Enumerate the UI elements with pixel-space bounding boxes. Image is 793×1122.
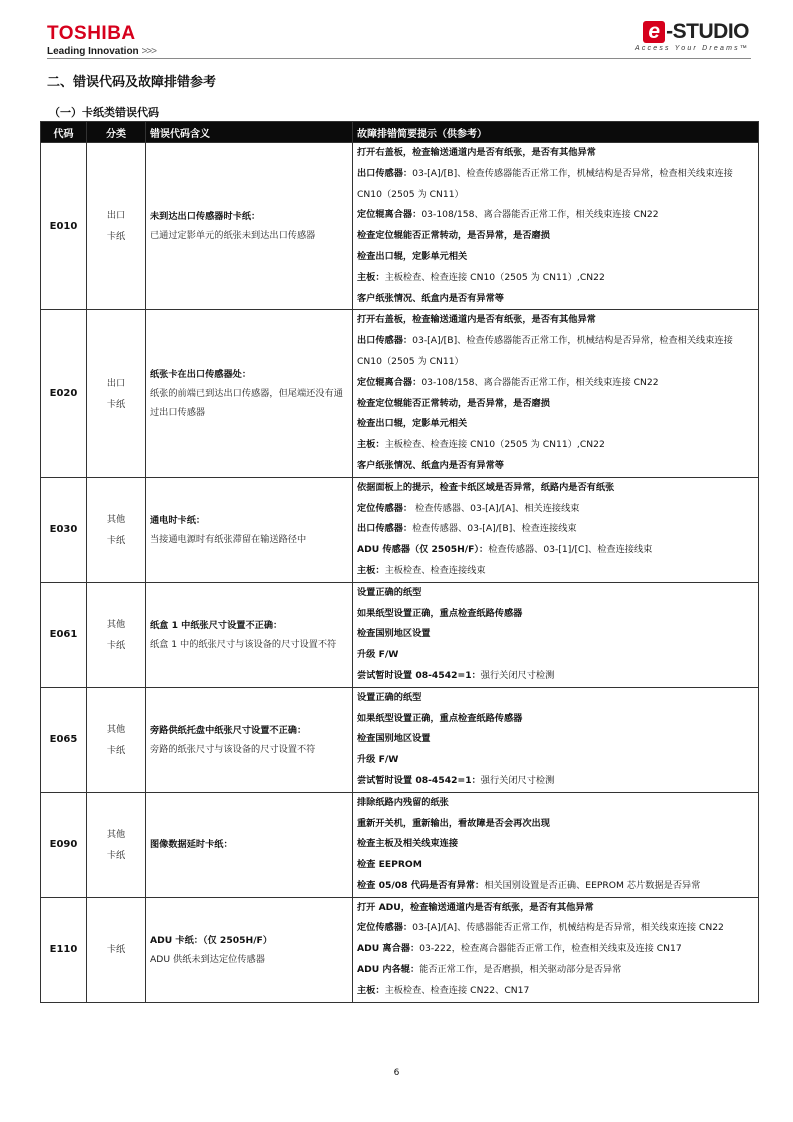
tip-detail: 相关国别设置是否正确、EEPROM 芯片数据是否异常 — [484, 879, 701, 891]
product-word: -STUDIO — [666, 20, 749, 43]
tip-heading: 依据面板上的提示，检查卡纸区域是否异常，纸路内是否有纸张 — [357, 481, 615, 493]
tip-heading: 检查国别地区设置 — [357, 628, 431, 640]
page-number: 6 — [393, 1068, 400, 1078]
tip-line — [357, 435, 754, 456]
error-code-table — [40, 121, 759, 1003]
tip-heading: 定位传感器： — [357, 502, 413, 514]
meaning-description: 已通过定影单元的纸张未到达出口传感器 — [150, 230, 316, 242]
tip-heading: 出口传感器： — [357, 335, 413, 347]
table-header-row — [41, 122, 759, 143]
table-row — [41, 310, 759, 477]
tip-heading: 客户纸张情况、纸盒内是否有异常等 — [357, 459, 504, 471]
tip-detail: 主板检查、检查连接 CN22、CN17 — [384, 984, 530, 996]
category-line: 卡纸 — [106, 534, 126, 546]
tip-line — [357, 143, 754, 164]
tip-heading: 检查定位辊能否正常转动，是否异常，是否磨损 — [357, 397, 550, 409]
tip-heading: 检查国别地区设置 — [357, 733, 431, 745]
tip-line — [357, 331, 754, 373]
troubleshooting-tips — [353, 143, 759, 310]
category-line: 其他 — [106, 513, 126, 525]
tip-heading: 检查主板及相关线束连接 — [357, 838, 459, 850]
error-meaning — [146, 477, 353, 582]
tip-line — [357, 981, 754, 1002]
troubleshooting-tips — [353, 477, 759, 582]
tip-heading: ADU 离合器： — [357, 943, 420, 955]
table-row — [41, 143, 759, 310]
tip-line — [357, 729, 754, 750]
troubleshooting-tips — [353, 792, 759, 897]
table-row — [41, 897, 759, 1002]
category-line: 卡纸 — [106, 398, 126, 410]
error-code: E010 — [41, 143, 87, 310]
tip-heading: 出口传感器： — [357, 167, 413, 179]
tip-line — [357, 310, 754, 331]
header-divider — [47, 58, 751, 59]
error-meaning — [146, 310, 353, 477]
error-category — [87, 310, 146, 477]
error-meaning — [146, 143, 353, 310]
tagline-text: Leading Innovation — [47, 46, 139, 57]
product-slogan: Access Your Dreams™ — [634, 45, 749, 52]
error-category — [87, 477, 146, 582]
tip-line — [357, 268, 754, 289]
column-header-tips: 故障排错简要提示（供参考） — [353, 122, 759, 143]
tip-heading: 检查出口辊，定影单元相关 — [357, 418, 468, 430]
tip-detail: 检查传感器、03-[1]/[C]、检查连接线束 — [488, 544, 653, 556]
product-name — [635, 20, 749, 44]
tip-line — [357, 960, 754, 981]
tip-heading: 主板： — [357, 439, 385, 451]
category-line: 出口 — [106, 210, 126, 222]
error-code: E030 — [41, 477, 87, 582]
troubleshooting-tips — [353, 582, 759, 687]
column-header-code: 代码 — [41, 122, 87, 143]
tip-detail: 03-108/158、离合器能否正常工作，相关线束连接 CN22 — [421, 209, 659, 221]
tip-line — [357, 939, 754, 960]
error-meaning — [146, 687, 353, 792]
tip-line — [357, 709, 754, 730]
tip-detail: 强行关闭尺寸检测 — [480, 669, 555, 681]
tip-line — [357, 645, 754, 666]
meaning-description: 旁路的纸张尺寸与该设备的尺寸设置不符 — [150, 743, 316, 755]
brand-tagline — [47, 46, 156, 57]
tip-line — [357, 771, 754, 792]
tip-heading: 如果纸型设置正确，重点检查纸路传感器 — [357, 607, 523, 619]
error-meaning — [146, 792, 353, 897]
error-code: E110 — [41, 897, 87, 1002]
tip-line — [357, 373, 754, 394]
tip-line — [357, 540, 754, 561]
tip-line — [357, 688, 754, 709]
meaning-title: 纸盒 1 中纸张尺寸设置不正确： — [150, 619, 283, 631]
tip-detail: 强行关闭尺寸检测 — [480, 774, 555, 786]
meaning-title: ADU 卡纸：（仅 2505H/F） — [150, 934, 273, 946]
tip-line — [357, 834, 754, 855]
tip-heading: 如果纸型设置正确，重点检查纸路传感器 — [357, 712, 523, 724]
meaning-title: 通电时卡纸： — [150, 514, 206, 526]
error-category — [87, 897, 146, 1002]
tip-line — [357, 918, 754, 939]
table-row — [41, 687, 759, 792]
tip-heading: 主板： — [357, 984, 385, 996]
tip-heading: 主板： — [357, 564, 385, 576]
error-meaning — [146, 897, 353, 1002]
column-header-category: 分类 — [87, 122, 146, 143]
meaning-description: ADU 供纸未到达定位传感器 — [150, 953, 265, 965]
tip-heading: ADU 传感器（仅 2505H/F）： — [357, 544, 489, 556]
tip-heading: 主板： — [357, 271, 385, 283]
category-line: 卡纸 — [106, 231, 126, 243]
tip-line — [357, 394, 754, 415]
tip-line — [357, 561, 754, 582]
tip-line — [357, 583, 754, 604]
tip-detail: 03-[A]/[B]、检查传感器能否正常工作，机械结构是否异常，检查相关线束连接 CN10（2505 为 CN11） — [357, 335, 733, 367]
page-header — [0, 0, 793, 62]
error-meaning — [146, 582, 353, 687]
tip-line — [357, 226, 754, 247]
tip-detail: 主板检查、检查连接 CN10（2505 为 CN11）,CN22 — [384, 271, 605, 283]
error-code: E020 — [41, 310, 87, 477]
tip-detail: 03-[A]/[B]、检查传感器能否正常工作，机械结构是否异常，检查相关线束连接 CN10（2505 为 CN11） — [357, 167, 733, 200]
e-badge-icon: e — [643, 21, 665, 43]
subsection-title: （一）卡纸类错误代码 — [49, 106, 159, 119]
category-line: 卡纸 — [106, 944, 126, 956]
table-row — [41, 792, 759, 897]
tip-heading: 打开右盖板，检查输送通道内是否有纸张，是否有其他异常 — [357, 314, 596, 326]
troubleshooting-tips — [353, 310, 759, 477]
tip-detail: 03-222，检查离合器能否正常工作，检查相关线束及连接 CN17 — [419, 943, 682, 955]
meaning-description: 当接通电源时有纸张滞留在输送路径中 — [150, 533, 307, 545]
tip-line — [357, 750, 754, 771]
troubleshooting-tips — [353, 897, 759, 1002]
tagline-arrows-icon: >>> — [141, 46, 156, 57]
table-row — [41, 477, 759, 582]
error-code: E090 — [41, 792, 87, 897]
tip-line — [357, 624, 754, 645]
tip-heading: 设置正确的纸型 — [357, 691, 422, 703]
tip-heading: 检查 EEPROM — [357, 859, 422, 871]
tip-line — [357, 898, 754, 919]
category-line: 卡纸 — [106, 849, 126, 861]
tip-heading: 检查定位辊能否正常转动，是否异常，是否磨损 — [357, 230, 550, 242]
tip-heading: 尝试暂时设置 08-4542=1： — [357, 669, 481, 681]
tip-line — [357, 456, 754, 477]
tip-line — [357, 666, 754, 687]
tip-line — [357, 793, 754, 814]
tip-line — [357, 499, 754, 520]
category-line: 其他 — [106, 618, 126, 630]
tip-heading: 设置正确的纸型 — [357, 586, 422, 598]
tip-heading: 定位辊离合器： — [357, 209, 422, 221]
column-header-meaning: 错误代码含义 — [146, 122, 353, 143]
tip-detail: 03-108/158、离合器能否正常工作，相关线束连接 CN22 — [421, 376, 659, 388]
category-line: 卡纸 — [106, 744, 126, 756]
error-category — [87, 143, 146, 310]
toshiba-logo — [47, 24, 156, 57]
error-category — [87, 792, 146, 897]
tip-heading: 尝试暂时设置 08-4542=1： — [357, 774, 481, 786]
meaning-title: 图像数据延时卡纸： — [150, 839, 233, 851]
tip-heading: 检查出口辊，定影单元相关 — [357, 250, 468, 262]
category-line: 出口 — [106, 377, 126, 389]
meaning-title: 旁路供纸托盘中纸张尺寸设置不正确： — [150, 724, 307, 736]
tip-detail: 03-[A]/[A]、传感器能否正常工作，机械结构是否异常，相关线束连接 CN22 — [412, 922, 724, 934]
tip-heading: 升级 F/W — [357, 649, 399, 661]
brand-name: TOSHIBA — [47, 23, 136, 44]
tip-heading: ADU 内各辊： — [357, 964, 420, 976]
meaning-title: 未到达出口传感器时卡纸： — [150, 211, 261, 223]
tip-detail: 主板检查、检查连接 CN10（2505 为 CN11）,CN22 — [384, 439, 605, 451]
error-code: E065 — [41, 687, 87, 792]
tip-heading: 重新开关机，重新输出，看故障是否会再次出现 — [357, 817, 550, 829]
tip-heading: 客户纸张情况、纸盒内是否有异常等 — [357, 292, 504, 304]
error-category — [87, 582, 146, 687]
category-line: 卡纸 — [106, 639, 126, 651]
tip-heading: 打开 ADU，检查输送通道内是否有纸张，是否有其他异常 — [357, 901, 594, 913]
category-line: 其他 — [106, 723, 126, 735]
tip-line — [357, 876, 754, 897]
tip-line — [357, 478, 754, 499]
estudio-logo — [635, 20, 749, 52]
tip-heading: 升级 F/W — [357, 754, 399, 766]
table-body — [41, 143, 759, 1003]
troubleshooting-tips — [353, 687, 759, 792]
tip-heading: 排除纸路内残留的纸张 — [357, 796, 449, 808]
error-code: E061 — [41, 582, 87, 687]
tip-detail: 检查传感器、03-[A]/[B]、检查连接线束 — [412, 523, 577, 535]
meaning-description: 纸张的前端已到达出口传感器，但尾端还没有通过出口传感器 — [150, 388, 343, 419]
tip-heading: 出口传感器： — [357, 523, 413, 535]
tip-line — [357, 414, 754, 435]
tip-heading: 定位传感器： — [357, 922, 413, 934]
tip-line — [357, 604, 754, 625]
tip-detail: 检查传感器、03-[A]/[A]、相关连接线束 — [412, 502, 580, 514]
meaning-title: 纸张卡在出口传感器处： — [150, 369, 252, 381]
tip-line — [357, 289, 754, 310]
tip-detail: 主板检查、检查连接线束 — [384, 564, 486, 576]
tip-detail: 能否正常工作，是否磨损，相关驱动部分是否异常 — [419, 964, 622, 976]
category-line: 其他 — [106, 828, 126, 840]
tip-heading: 打开右盖板，检查输送通道内是否有纸张，是否有其他异常 — [357, 147, 596, 158]
tip-heading: 定位辊离合器： — [357, 376, 422, 388]
tip-line — [357, 519, 754, 540]
tip-line — [357, 164, 754, 206]
table-row — [41, 582, 759, 687]
tip-heading: 检查 05/08 代码是否有异常： — [357, 879, 485, 891]
meaning-description: 纸盒 1 中的纸张尺寸与该设备的尺寸设置不符 — [150, 638, 337, 650]
tip-line — [357, 855, 754, 876]
tip-line — [357, 814, 754, 835]
tip-line — [357, 247, 754, 268]
error-category — [87, 687, 146, 792]
section-title: 二、错误代码及故障排错参考 — [47, 75, 217, 90]
tip-line — [357, 205, 754, 226]
